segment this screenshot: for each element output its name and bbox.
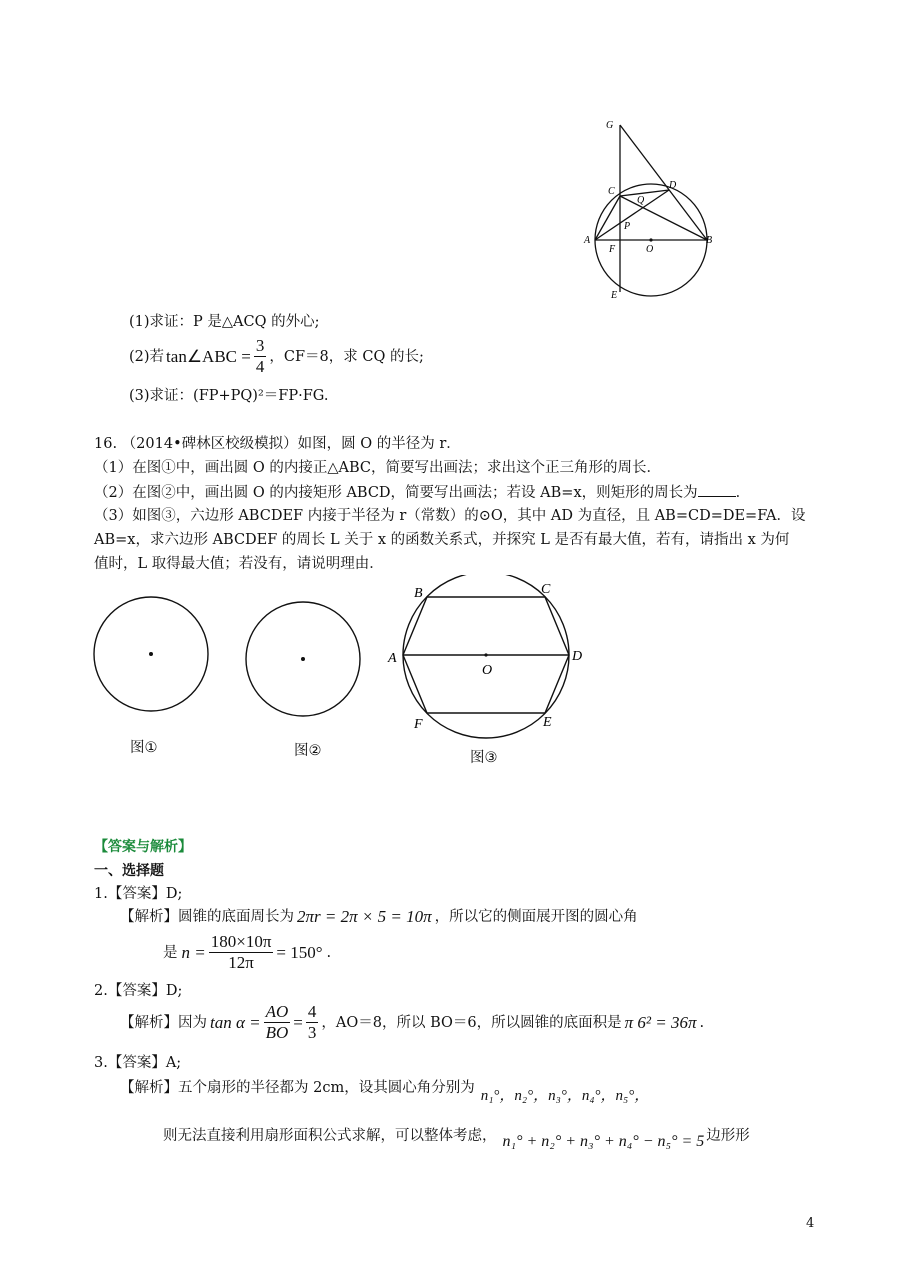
geometry-figure-q15 <box>570 108 730 303</box>
label-o: O <box>646 244 654 255</box>
q16-answer-blank <box>698 482 736 497</box>
label-c: C <box>608 186 615 197</box>
hex-label-f: F <box>414 717 423 732</box>
answer-2-fraction-2-numerator: 4 <box>307 1002 317 1021</box>
answer-1-explanation <box>120 907 638 927</box>
hex-label-c: C <box>541 582 551 597</box>
answer-1-exp-text: 【解析】圆锥的底面周长为 <box>120 909 294 925</box>
answer-1-fraction-numerator: 180×10π <box>210 932 272 951</box>
hex-label-a: A <box>388 651 397 666</box>
q15-part1: (1)求证：P 是△ACQ 的外心; <box>129 314 320 330</box>
answer-1-fraction-denominator: 12π <box>228 953 254 972</box>
q16-title: 16. （2014•碑林区校级模拟）如图，圆 O 的半径为 r． <box>94 436 461 452</box>
answer-3: 3.【答案】A; <box>94 1055 182 1071</box>
answer-3-explanation <box>120 1078 650 1104</box>
answer-2-fraction-2-denominator: 3 <box>307 1023 317 1042</box>
q15-fraction-numerator: 3 <box>255 336 265 355</box>
answer-1-fraction <box>209 932 274 973</box>
circle-figure-1 <box>92 595 212 715</box>
answer-2-fraction-1-denominator: BO <box>265 1023 289 1042</box>
answer-2-tan: tan α = <box>210 1012 261 1032</box>
circle-figure-2 <box>244 601 364 721</box>
answer-1-exp-text-end: ，所以它的侧面展开图的圆心角 <box>434 909 638 925</box>
answer-1-exp-formula: 2πr = 2π × 5 = 10π <box>297 907 432 926</box>
section-heading: 一、选择题 <box>94 863 164 879</box>
q15-part3: (3)求证：(FP+PQ)²＝FP·FG. <box>129 388 329 404</box>
answer-2-fraction-1 <box>264 1002 291 1043</box>
q15-part2-tan: tan∠ABC = <box>166 346 251 366</box>
label-b: B <box>706 235 713 246</box>
hex-label-b: B <box>414 586 423 601</box>
answer-2-exp-text: 【解析】因为 <box>120 1014 207 1031</box>
hexagon-figure-3 <box>384 575 594 750</box>
q16-part3-line2: AB=x，求六边形 ABCDEF 的周长 L 关于 x 的函数关系式，并探究 L 是否有最大值，若有，请指出 x 为何 <box>94 532 790 548</box>
answer-1-formula-line <box>163 932 331 973</box>
label-e: E <box>611 290 618 301</box>
figure-3-caption: 图③ <box>470 750 498 766</box>
answer-2-equals: = <box>293 1012 303 1032</box>
q15-fraction-denominator: 4 <box>255 357 265 376</box>
q15-part2-prefix: (2)若 <box>129 348 165 365</box>
answer-1-line2-prefix: 是 <box>163 944 178 961</box>
q16-part3-line3: 值时，L 取得最大值；若没有，请说明理由． <box>94 556 384 572</box>
answer-2-explanation <box>120 1002 704 1043</box>
q15-part2 <box>129 336 424 377</box>
answer-1-result: = 150° <box>276 942 323 962</box>
label-a: A <box>584 235 591 246</box>
label-q: Q <box>637 195 645 206</box>
hex-label-e: E <box>543 715 552 730</box>
q16-part2 <box>94 482 750 503</box>
answer-2-exp-middle: ，AO＝8，所以 BO＝6，所以圆锥的底面积是 <box>321 1014 622 1031</box>
answer-2-period: . <box>699 1014 705 1031</box>
hex-label-o: O <box>482 663 493 678</box>
hex-label-d: D <box>572 649 583 664</box>
q16-part3-line1: （3）如图③，六边形 ABCDEF 内接于半径为 r（常数）的⊙O，其中 AD 为直径，且 AB=CD=DE=FA．设 <box>94 508 806 524</box>
answer-3-line2-end: 边形形 <box>706 1128 750 1144</box>
answer-3-line2 <box>163 1126 750 1150</box>
page-number: 4 <box>806 1216 815 1231</box>
label-d: D <box>669 180 677 191</box>
label-g: G <box>606 120 614 131</box>
answer-1-period: . <box>326 944 332 961</box>
q15-part2-suffix: ，CF＝8，求 CQ 的长; <box>269 348 424 365</box>
answers-heading: 【答案与解析】 <box>94 839 192 855</box>
answer-3-angle-vars: n₁°，n₂°，n₃°，n₄°，n₅°， <box>480 1088 650 1104</box>
figure-1-caption: 图① <box>130 740 158 756</box>
label-f: F <box>609 244 616 255</box>
answer-3-line2-text: 则无法直接利用扇形面积公式求解，可以整体考虑， <box>163 1128 497 1144</box>
label-p: P <box>624 221 631 232</box>
q16-part1: （1）在图①中，画出圆 O 的内接正△ABC，简要写出画法；求出这个正三角形的周长． <box>94 460 661 476</box>
answer-2-fraction-2 <box>306 1002 319 1043</box>
q16-part2-end: ． <box>735 485 751 501</box>
answer-3-exp-text: 【解析】五个扇形的半径都为 2cm，设其圆心角分别为 <box>120 1080 475 1096</box>
figure-2-caption: 图② <box>294 743 322 759</box>
answer-1-n-equals: n = <box>181 942 206 962</box>
q15-part2-fraction <box>254 336 267 377</box>
answer-2: 2.【答案】D; <box>94 983 183 999</box>
q16-part2-text: （2）在图②中，画出圆 O 的内接矩形 ABCD，简要写出画法；若设 AB=x，则矩形的周长为 <box>94 485 698 501</box>
answer-1: 1.【答案】D; <box>94 886 183 902</box>
answer-2-fraction-1-numerator: AO <box>265 1002 289 1021</box>
answer-2-area-formula: π 6² = 36π <box>624 1012 697 1032</box>
answer-3-sum-formula: n₁° + n₂° + n₃° + n₄° − n₅° = 5 <box>502 1133 705 1150</box>
